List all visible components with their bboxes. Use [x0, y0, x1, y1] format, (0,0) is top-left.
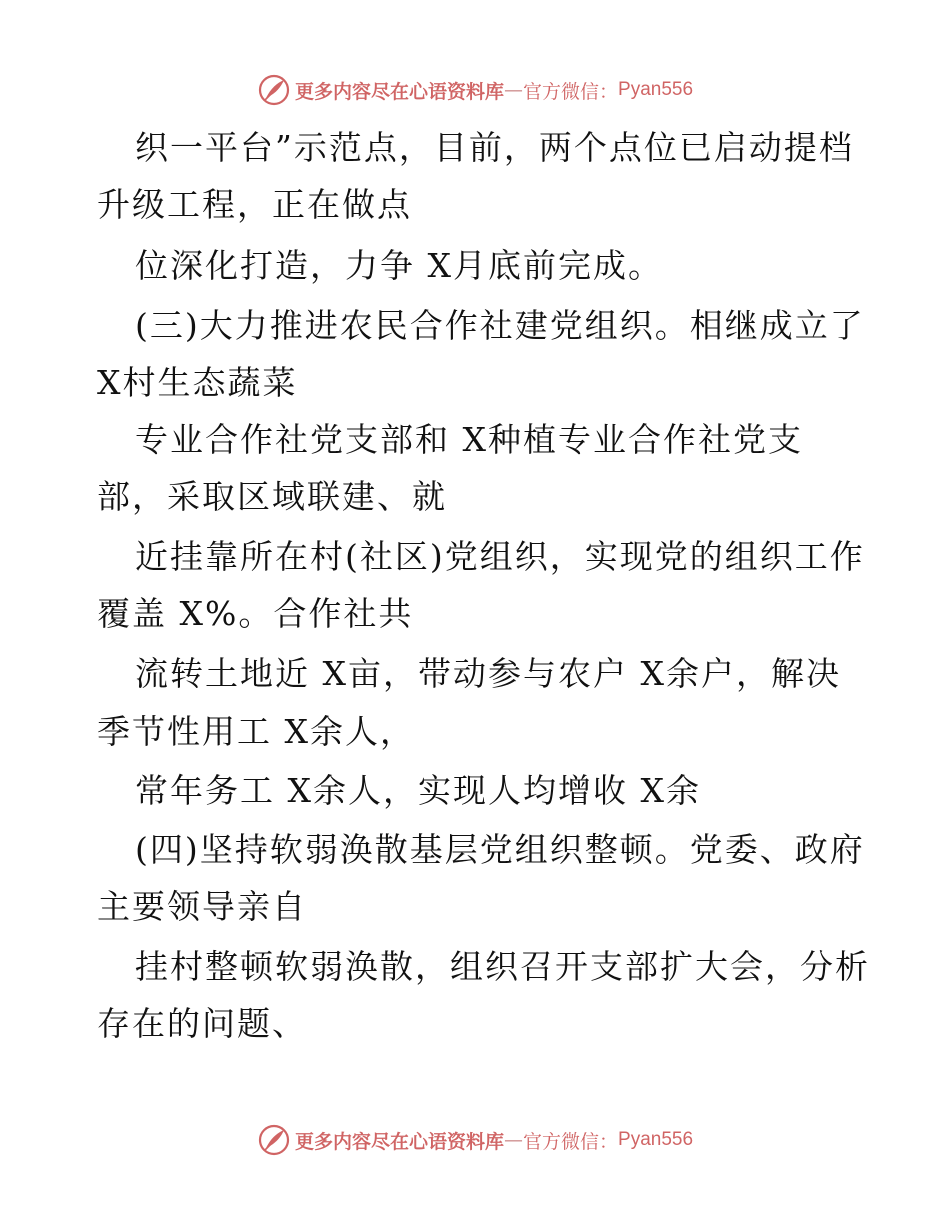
- text-line-7: 部，采取区域联建、就: [97, 477, 447, 516]
- text-line-16: 存在的问题、: [97, 1004, 307, 1043]
- text-line-8: 近挂靠所在村(社区)党组织，实现党的组织工作: [135, 537, 865, 576]
- text-line-14: 主要领导亲自: [97, 887, 307, 926]
- text-line-10: 流转土地近 X亩，带动参与农户 X余户，解决: [135, 654, 841, 693]
- text-line-6: 专业合作社党支部和 X种植专业合作社党支: [135, 420, 803, 459]
- footer-watermark: [0, 1120, 950, 1160]
- text-line-5: X村生态蔬菜: [97, 363, 298, 402]
- text-line-1: 织一平台”示范点，目前，两个点位已启动提档: [135, 128, 854, 167]
- text-line-9: 覆盖 X%。合作社共: [97, 594, 414, 633]
- feather-pen-logo-icon: [257, 1123, 291, 1157]
- text-line-3: 位深化打造，力争 X月底前完成。: [135, 246, 663, 285]
- watermark-handle: Pyan556: [618, 79, 694, 100]
- feather-pen-logo-icon: [257, 73, 291, 107]
- watermark-dash: —: [503, 79, 523, 101]
- text-line-11: 季节性用工 X余人，: [97, 712, 415, 751]
- text-line-2: 升级工程，正在做点: [97, 185, 412, 224]
- watermark-main-text: 更多内容尽在心语资料库: [294, 1130, 504, 1153]
- watermark-dash: —: [503, 1129, 523, 1151]
- text-line-12: 常年务工 X余人，实现人均增收 X余: [135, 771, 701, 810]
- watermark-colon: ：: [599, 80, 619, 103]
- watermark-official-label: 官方微信: [522, 80, 599, 103]
- text-line-13: (四)坚持软弱涣散基层党组织整顿。党委、政府: [135, 830, 865, 869]
- watermark-official-label: 官方微信: [522, 1130, 599, 1153]
- watermark-main-text: 更多内容尽在心语资料库: [294, 80, 504, 103]
- watermark-colon: ：: [599, 1130, 619, 1153]
- watermark-handle: Pyan556: [618, 1129, 694, 1150]
- header-watermark: [0, 70, 950, 110]
- text-line-4: (三)大力推进农民合作社建党组织。相继成立了: [135, 306, 865, 345]
- text-line-15: 挂村整顿软弱涣散，组织召开支部扩大会，分析: [135, 947, 870, 986]
